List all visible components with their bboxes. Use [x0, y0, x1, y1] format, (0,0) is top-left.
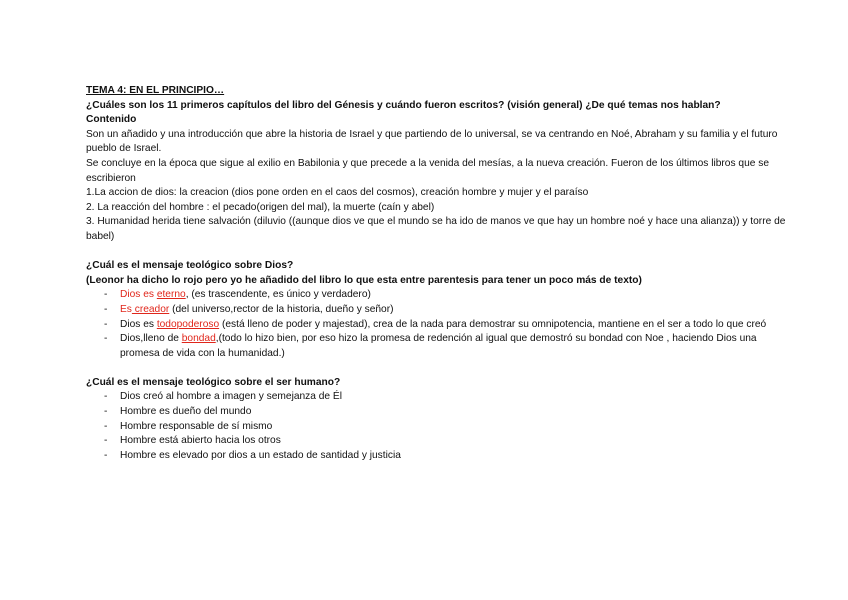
point-1: 1.La accion de dios: la creacion (dios pone orden en el caos del cosmos), creación hombre y mujer y el paraíso [86, 187, 589, 199]
item-keyword: creador [131, 303, 170, 315]
list-item: - Dios creó al hombre a imagen y semejanza de Él [86, 390, 798, 405]
point-3: 3. Humanidad herida tiene salvación (diluvio ((aunque dios ve que el mundo se ha ido de manos ve que hay un hombre noé y hace una alianza)) y torre de babel) [86, 216, 786, 242]
item-text: (del universo,rector de la historia, dueño y señor) [169, 303, 394, 315]
item-text: (está lleno de poder y majestad), crea de la nada para demostrar su omnipotencia, mantiene en el ser a todo lo que creó [219, 318, 767, 330]
document-body [86, 84, 798, 463]
list-item: - Hombre está abierto hacia los otros [86, 434, 798, 449]
item-keyword: eterno [156, 289, 186, 301]
list-item: - Hombre es dueño del mundo [86, 405, 798, 420]
dios-list [86, 288, 798, 361]
document-title: TEMA 4: EN EL PRINCIPIO… [86, 85, 225, 96]
item-prefix-red: Es [120, 303, 132, 315]
paragraph-intro: Son un añadido y una introducción que abre la historia de Israel y que partiendo de lo universal, se va centrando en Noé, Abraham y su familia y el futuro pueblo de Israel. [86, 128, 778, 155]
list-item [86, 288, 798, 303]
item-prefix-red: Dios es [120, 289, 157, 301]
item-prefix: Dios es [120, 318, 157, 330]
list-item: - Hombre es elevado por dios a un estado de santidad y justicia [86, 449, 798, 464]
point-2: 2. La reacción del hombre : el pecado(origen del mal), la muerte (caín y abel) [86, 201, 435, 213]
note-leonor: (Leonor ha dicho lo rojo pero yo he añadido del libro lo que esta entre parentesis para tener un poco más de texto) [86, 274, 642, 286]
item-keyword: bondad [181, 333, 216, 345]
list-item: - Hombre responsable de sí mismo [86, 420, 798, 435]
list-item [86, 303, 798, 318]
list-item [86, 332, 798, 361]
item-keyword: todopoderoso [156, 318, 220, 330]
question-genesis: ¿Cuáles son los 11 primeros capítulos del libro del Génesis y cuándo fueron escritos? (visión general) ¿De qué temas nos hablan? [86, 99, 721, 111]
item-prefix: Dios,lleno de [120, 333, 182, 345]
question-dios: ¿Cuál es el mensaje teológico sobre Dios? [86, 260, 294, 272]
spacer [86, 245, 798, 260]
item-text: ,(todo lo hizo bien, por eso hizo la promesa de redención al igual que demostró su bondad con Noe , haciendo Dios una promesa de vida con la humanidad.) [120, 333, 757, 359]
paragraph-conclusion: Se concluye en la época que sigue al exilio en Babilonia y que precede a la venida del mesías, a la nueva creación. Fueron de los últimos libros que se escribieron [86, 157, 769, 184]
item-text: , (es trascendente, es único y verdadero) [185, 289, 371, 301]
question-ser-humano: ¿Cuál es el mensaje teológico sobre el ser humano? [86, 376, 341, 388]
contenido-heading: Contenido [86, 114, 137, 126]
list-item [86, 318, 798, 333]
spacer [86, 361, 798, 376]
humano-list [86, 390, 798, 463]
